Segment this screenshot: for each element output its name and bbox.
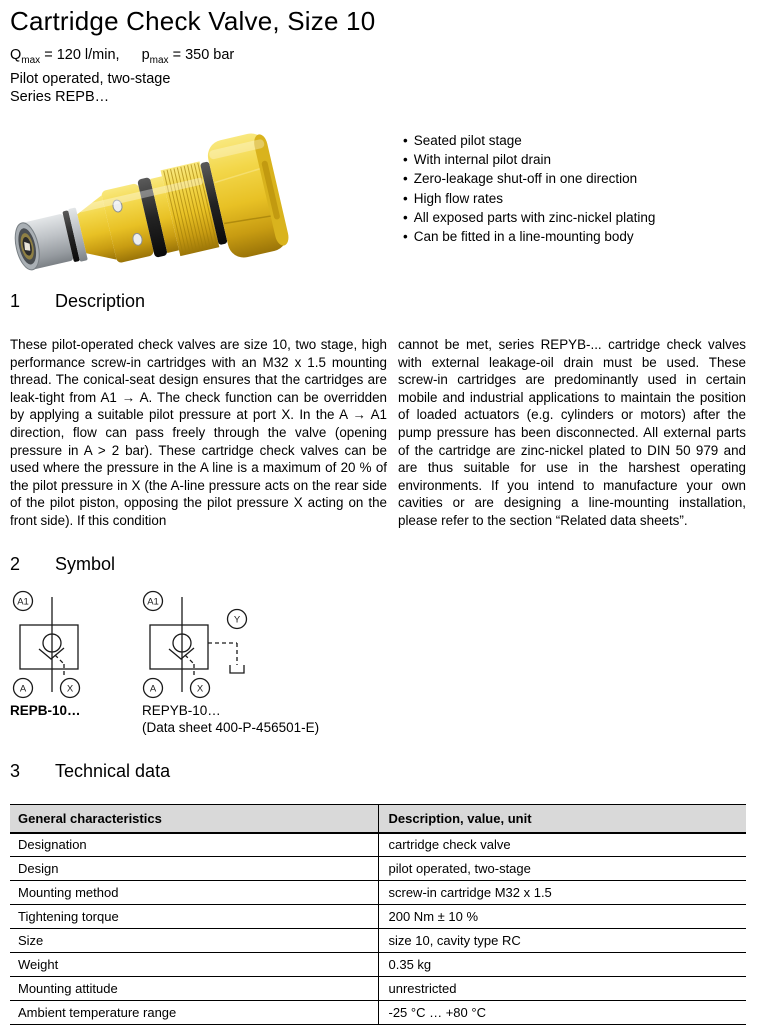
cell-value: 0.35 kg <box>378 953 746 977</box>
cell-value: size 10, cavity type RC <box>378 929 746 953</box>
feature-item: • With internal pilot drain <box>403 150 655 169</box>
page-title: Cartridge Check Valve, Size 10 <box>10 6 376 36</box>
port-label-a1: A1 <box>147 596 159 608</box>
feature-item: • All exposed parts with zinc-nickel plating <box>403 208 655 227</box>
section-number: 3 <box>10 761 21 781</box>
port-label-x: X <box>196 683 204 695</box>
symbol-series-name: REPYB-10… <box>142 703 221 718</box>
port-label-a: A <box>19 683 27 695</box>
port-label-y: Y <box>233 614 241 626</box>
cell-characteristic: Weight <box>10 953 378 977</box>
table-row <box>10 905 746 929</box>
cell-characteristic: Mounting attitude <box>10 977 378 1001</box>
symbol-label-repyb <box>142 702 319 736</box>
cell-characteristic: Ambient temperature range <box>10 1001 378 1025</box>
feature-item: • High flow rates <box>403 189 655 208</box>
table-row <box>10 929 746 953</box>
table-row <box>10 857 746 881</box>
port-label-a1: A1 <box>17 596 29 608</box>
cell-characteristic: Designation <box>10 833 378 857</box>
table-row <box>10 977 746 1001</box>
section-heading-description <box>10 291 145 312</box>
section-number: 1 <box>10 291 21 311</box>
table-row <box>10 833 746 857</box>
feature-item: • Seated pilot stage <box>403 131 655 150</box>
flow-spec: $Q_{max} = 120$ l/min, <box>10 47 120 66</box>
cell-characteristic: Design <box>10 857 378 881</box>
description-column-left: These pilot-operated check valves are size 10, two stage, high performance screw-in cartridges with an M32 x 1.5 mounting thread. The conical-seat design ensures that the cartridges are leak-tight from A1 → A. The check function can be overridden by applying a suitable pilot pressure at port X. In the A → A1 direction, flow can pass freely through the valve (opening pressure in A > 2 bar). These cartridge check valves can be used where the pressure in the A line is a maximum of 20 % of the pilot pressure in X (the A-line pressure acts on the rear side of the pilot piston, opposing the pilot pressure X acting on the front side). If this condition <box>10 337 387 528</box>
section-number: 2 <box>10 554 21 574</box>
hydraulic-symbol-repyb <box>136 588 276 700</box>
table-row <box>10 953 746 977</box>
port-label-x: X <box>66 683 74 695</box>
cell-characteristic: Tightening torque <box>10 905 378 929</box>
table-row <box>10 1001 746 1025</box>
cell-value: unrestricted <box>378 977 746 1001</box>
spec-line-design: Pilot operated, two-stage <box>10 70 171 87</box>
table-header-row <box>10 805 746 833</box>
column-header-value: Description, value, unit <box>378 805 746 833</box>
column-header-characteristics: General characteristics <box>10 805 378 833</box>
section-title: Description <box>55 291 146 311</box>
spec-line-ratings <box>10 46 234 70</box>
hydraulic-symbol-repb <box>6 588 121 700</box>
section-heading-symbol <box>10 554 115 575</box>
port-label-a: A <box>149 683 157 695</box>
feature-list <box>403 131 655 246</box>
feature-item: • Can be fitted in a line-mounting body <box>403 227 655 246</box>
table-row <box>10 881 746 905</box>
cell-characteristic: Size <box>10 929 378 953</box>
technical-data-table <box>10 804 746 1025</box>
key-specs <box>10 46 234 106</box>
spec-line-series: Series REPB… <box>10 88 110 105</box>
feature-item: • Zero-leakage shut-off in one direction <box>403 169 655 188</box>
cell-value: -25 °C … +80 °C <box>378 1001 746 1025</box>
section-heading-technical-data <box>10 761 170 782</box>
product-photo-cartridge-valve <box>0 128 300 293</box>
section-title: Symbol <box>55 554 116 574</box>
cell-value: cartridge check valve <box>378 833 746 857</box>
symbol-datasheet-ref: (Data sheet 400-P-456501-E) <box>142 720 320 735</box>
cell-value: 200 Nm ± 10 % <box>378 905 746 929</box>
cell-value: screw-in cartridge M32 x 1.5 <box>378 881 746 905</box>
symbol-series-name: REPB-10… <box>10 703 81 718</box>
section-title: Technical data <box>55 761 171 781</box>
cell-value: pilot operated, two-stage <box>378 857 746 881</box>
pressure-spec: $p_{max} = 350$ bar <box>141 47 235 66</box>
cell-characteristic: Mounting method <box>10 881 378 905</box>
symbol-label-repb <box>10 702 81 719</box>
description-column-right: cannot be met, series REPYB-... cartridge check valves with external leakage-oil drain must be used. These screw-in cartridges are predominantly used in certain mobile and industrial applications to maintain the position of loaded actuators (e.g. cylinders or motors) after the pump pressure has been disconnected. All external parts of the cartridge are zinc-nickel plated to DIN 50 979 and are thus suitable for use in the harshest operating environments. If you intend to manufacture your own cavities or are designing a line-mounting installation, please refer to the section “Related data sheets”. <box>398 337 746 528</box>
